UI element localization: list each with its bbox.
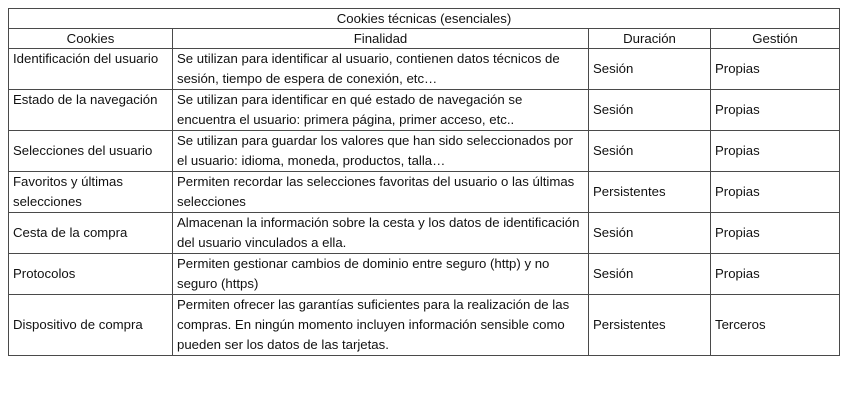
table-title: Cookies técnicas (esenciales)	[9, 9, 840, 29]
finalidad-cell: Se utilizan para identificar al usuario, contienen datos técnicos de sesión, tiempo de espera de conexión, etc…	[173, 49, 589, 90]
table-row	[9, 254, 840, 295]
table-row	[9, 90, 840, 131]
cookie-name-cell: Identificación del usuario	[9, 49, 173, 90]
table-row	[9, 131, 840, 172]
cookie-name-cell: Selecciones del usuario	[9, 131, 173, 172]
table-row	[9, 295, 840, 356]
gestion-cell: Propias	[711, 213, 840, 254]
gestion-cell: Propias	[711, 172, 840, 213]
finalidad-cell: Se utilizan para identificar en qué estado de navegación se encuentra el usuario: primera página, primer acceso, etc..	[173, 90, 589, 131]
gestion-cell: Propias	[711, 254, 840, 295]
cookies-table-container	[8, 8, 839, 356]
table-row	[9, 49, 840, 90]
cookie-name-cell: Dispositivo de compra	[9, 295, 173, 356]
duracion-cell: Sesión	[589, 90, 711, 131]
finalidad-cell: Se utilizan para guardar los valores que han sido seleccionados por el usuario: idioma, moneda, productos, talla…	[173, 131, 589, 172]
gestion-cell: Propias	[711, 49, 840, 90]
finalidad-cell: Almacenan la información sobre la cesta y los datos de identificación del usuario vinculados a ella.	[173, 213, 589, 254]
gestion-cell: Propias	[711, 131, 840, 172]
cookie-name-cell: Protocolos	[9, 254, 173, 295]
header-gestion: Gestión	[711, 29, 840, 49]
table-row	[9, 172, 840, 213]
finalidad-cell: Permiten ofrecer las garantías suficientes para la realización de las compras. En ningún momento incluyen información sensible como pueden ser los datos de las tarjetas.	[173, 295, 589, 356]
gestion-cell: Terceros	[711, 295, 840, 356]
table-row	[9, 213, 840, 254]
duracion-cell: Persistentes	[589, 295, 711, 356]
cookie-name-cell: Estado de la navegación	[9, 90, 173, 131]
header-duracion: Duración	[589, 29, 711, 49]
finalidad-cell: Permiten recordar las selecciones favoritas del usuario o las últimas selecciones	[173, 172, 589, 213]
duracion-cell: Sesión	[589, 213, 711, 254]
duracion-cell: Persistentes	[589, 172, 711, 213]
duracion-cell: Sesión	[589, 49, 711, 90]
table-title-row	[9, 9, 840, 29]
duracion-cell: Sesión	[589, 254, 711, 295]
table-header-row	[9, 29, 840, 49]
gestion-cell: Propias	[711, 90, 840, 131]
duracion-cell: Sesión	[589, 131, 711, 172]
finalidad-cell: Permiten gestionar cambios de dominio entre seguro (http) y no seguro (https)	[173, 254, 589, 295]
cookie-name-cell: Cesta de la compra	[9, 213, 173, 254]
header-finalidad: Finalidad	[173, 29, 589, 49]
cookies-table	[8, 8, 840, 356]
header-cookies: Cookies	[9, 29, 173, 49]
cookie-name-cell: Favoritos y últimas selecciones	[9, 172, 173, 213]
